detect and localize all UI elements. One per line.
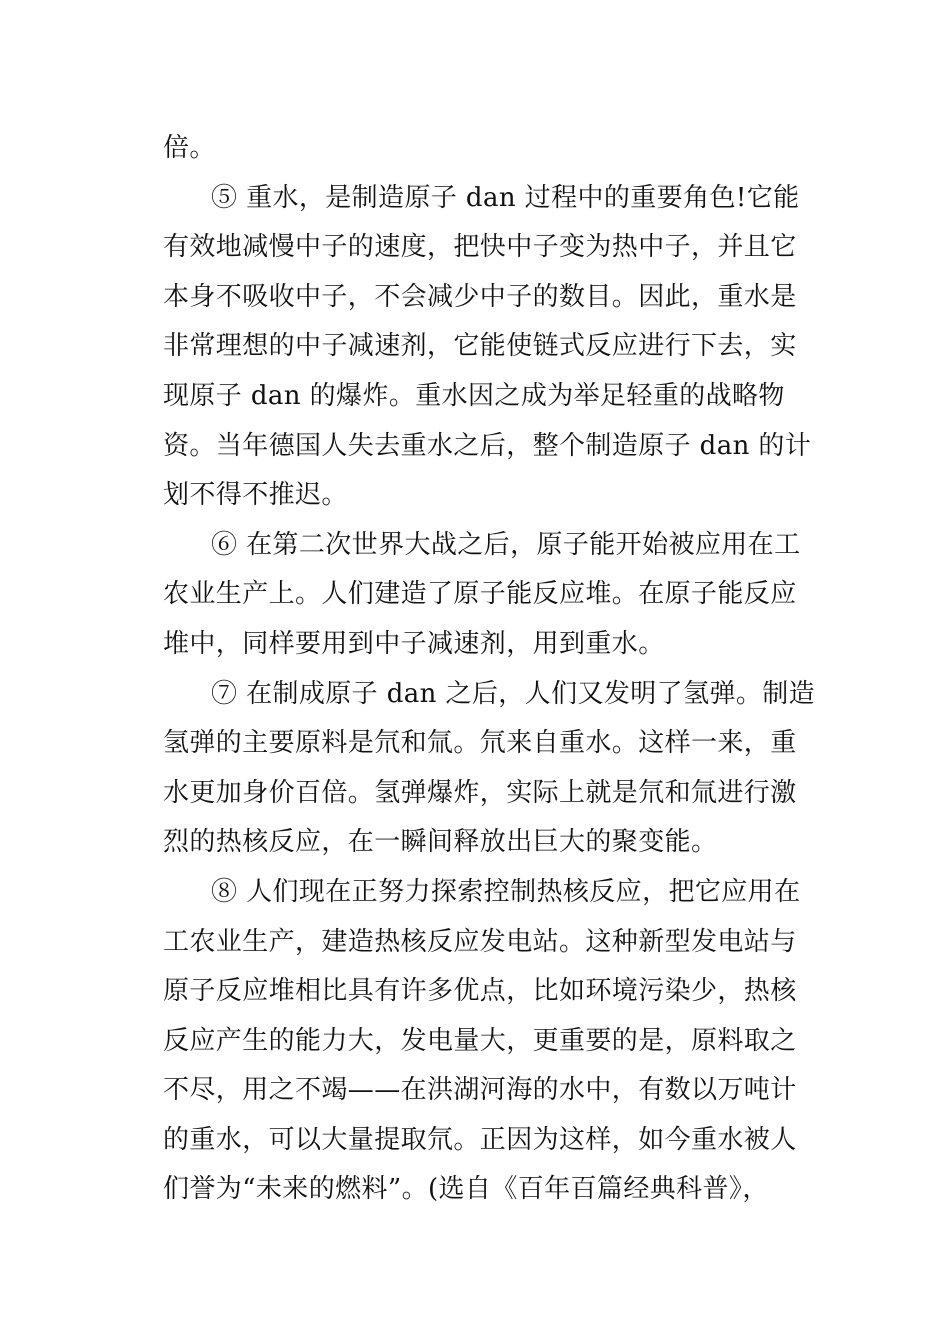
- text-line-7: 资。当年德国人失去重水之后，整个制造原子 dan 的计: [163, 430, 812, 461]
- text-line-20: 不尽，用之不竭——在洪湖河海的水中，有数以万吨计: [163, 1075, 797, 1106]
- text-line-11: 堆中，同样要用到中子减速剂，用到重水。: [163, 628, 665, 659]
- text-line-22: 们誉为“未来的燃料”。(选自《百年百篇经典科普》，: [163, 1174, 769, 1205]
- text-line-14: 水更加身价百倍。氢弹爆炸，实际上就是氘和氚进行激: [163, 777, 797, 808]
- text-line-16: ⑧ 人们现在正努力探索控制热核反应，把它应用在: [211, 876, 801, 907]
- text-line-5: 非常理想的中子减速剂，它能使链式反应进行下去，实: [163, 331, 797, 362]
- text-line-18: 原子反应堆相比具有许多优点，比如环境污染少，热核: [163, 976, 797, 1007]
- text-line-12: ⑦ 在制成原子 dan 之后，人们又发明了氢弹。制造: [211, 678, 816, 709]
- text-line-2: ⑤ 重水，是制造原子 dan 过程中的重要角色!它能: [211, 182, 800, 213]
- text-line-8: 划不得不推迟。: [163, 480, 348, 511]
- text-line-10: 农业生产上。人们建造了原子能反应堆。在原子能反应: [163, 579, 797, 610]
- text-line-21: 的重水，可以大量提取氘。正因为这样，如今重水被人: [163, 1124, 797, 1155]
- text-line-15: 烈的热核反应，在一瞬间释放出巨大的聚变能。: [163, 827, 718, 858]
- text-line-13: 氢弹的主要原料是氘和氚。氘来自重水。这样一来，重: [163, 728, 797, 759]
- text-line-1: 倍。: [163, 133, 216, 163]
- text-line-9: ⑥ 在第二次世界大战之后，原子能开始被应用在工: [211, 529, 801, 560]
- text-line-19: 反应产生的能力大，发电量大，更重要的是，原料取之: [163, 1025, 797, 1056]
- text-line-6: 现原子 dan 的爆炸。重水因之成为举足轻重的战略物: [163, 380, 785, 411]
- text-line-3: 有效地减慢中子的速度，把快中子变为热中子，并且它: [163, 232, 797, 263]
- text-line-4: 本身不吸收中子，不会减少中子的数目。因此，重水是: [163, 281, 797, 312]
- text-line-17: 工农业生产，建造热核反应发电站。这种新型发电站与: [163, 926, 797, 957]
- document-body: [163, 124, 816, 1215]
